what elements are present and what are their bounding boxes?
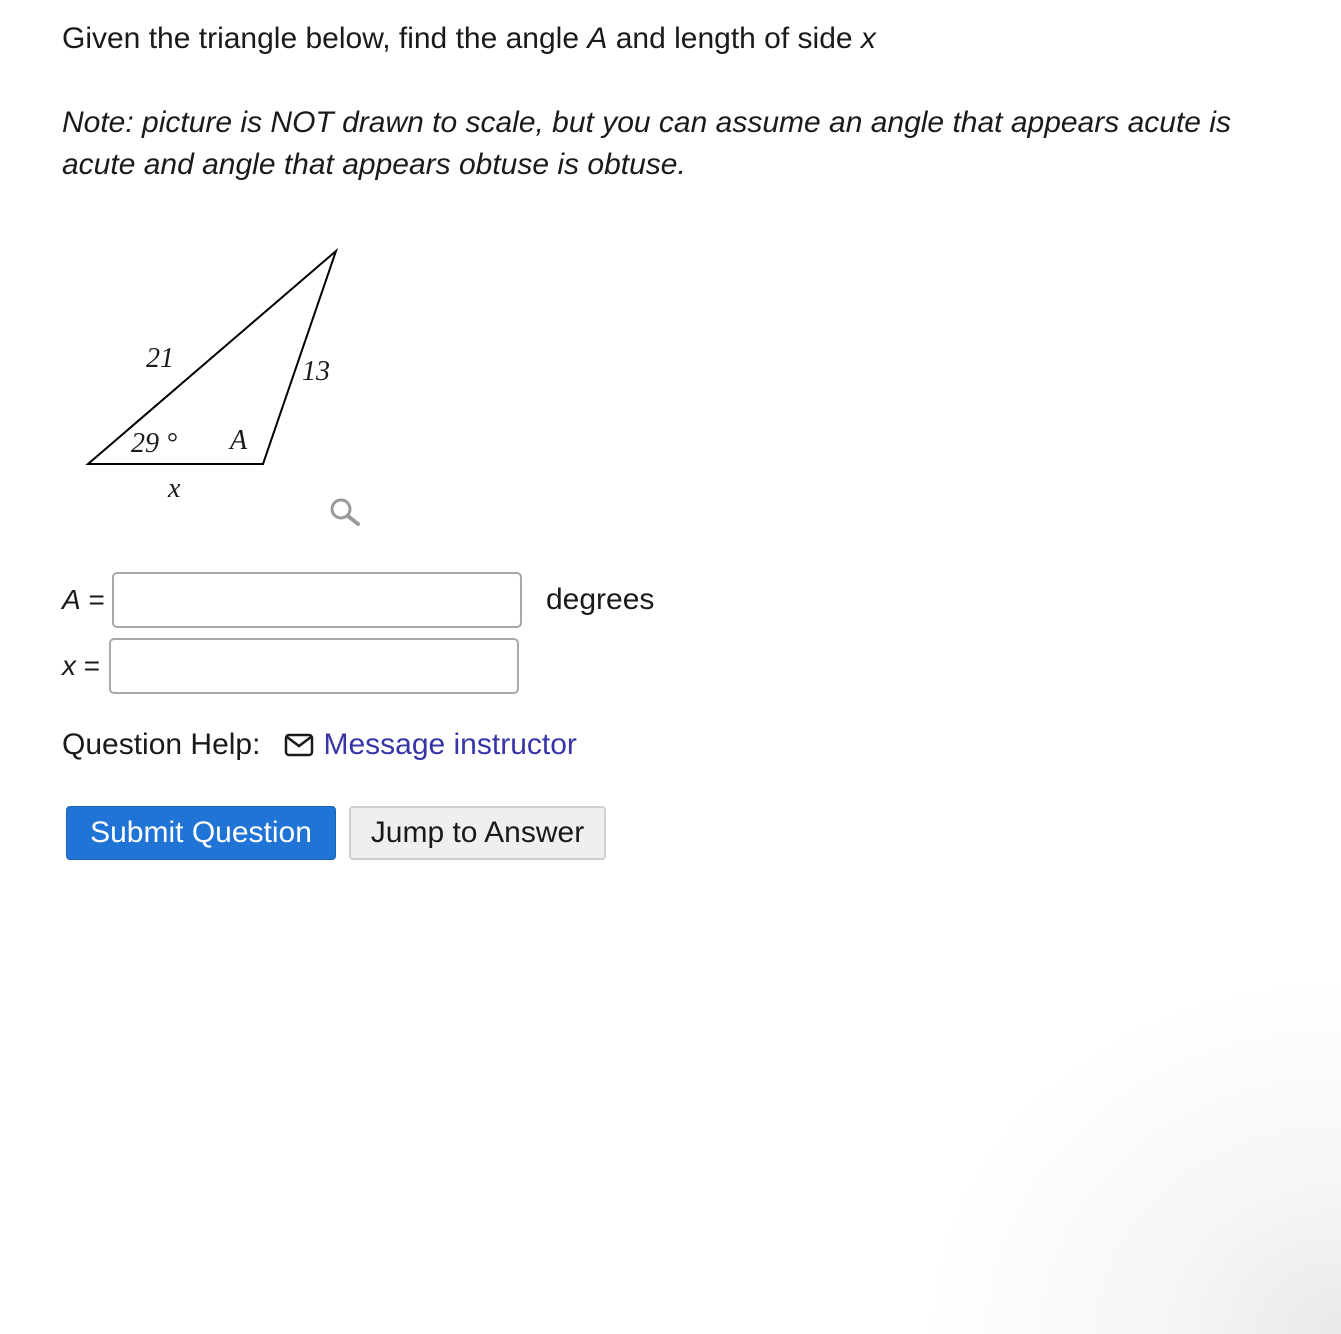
answer-x-label-eq: = [76, 650, 101, 681]
question-prefix: Given the triangle below, find the angle [62, 22, 588, 55]
side-label-x: x [168, 473, 181, 504]
answer-a-label [62, 584, 112, 616]
question-help-label: Question Help: [62, 728, 261, 761]
question-var-a: A [587, 22, 608, 55]
background-fade [921, 974, 1341, 1334]
zoom-magnifier-icon[interactable] [332, 500, 358, 524]
answer-a-input[interactable] [112, 572, 522, 628]
angle-label-29: 29 ° [131, 428, 178, 459]
question-actions [66, 806, 606, 860]
answer-x-label [62, 650, 109, 682]
message-instructor-label: Message instructor [323, 728, 577, 761]
triangle-shape [88, 251, 336, 464]
answer-a-label-var: A [62, 584, 81, 615]
question-note: Note: picture is NOT drawn to scale, but you can assume an angle that appears acute is acute and angle that appears obtuse is obtuse. [62, 106, 1231, 181]
answer-x-label-var: x [62, 650, 76, 681]
envelope-icon [284, 733, 314, 757]
answer-a-label-eq: = [80, 584, 105, 615]
question-var-x: x [860, 22, 876, 55]
side-label-13: 13 [302, 356, 330, 387]
submit-question-button[interactable]: Submit Question [66, 806, 336, 860]
jump-to-answer-button[interactable]: Jump to Answer [349, 806, 606, 860]
answer-a-units: degrees [546, 583, 655, 616]
answer-row-x [62, 638, 519, 694]
side-label-21: 21 [146, 343, 174, 374]
question-prompt [62, 18, 876, 60]
answer-row-a [62, 572, 654, 628]
message-instructor-link[interactable] [284, 728, 576, 762]
question-help [62, 728, 577, 762]
question-middle: and length of side [607, 22, 861, 55]
angle-label-a: A [230, 425, 248, 456]
triangle-figure [80, 240, 380, 540]
answer-x-input[interactable] [109, 638, 519, 694]
triangle-diagram [80, 240, 380, 540]
